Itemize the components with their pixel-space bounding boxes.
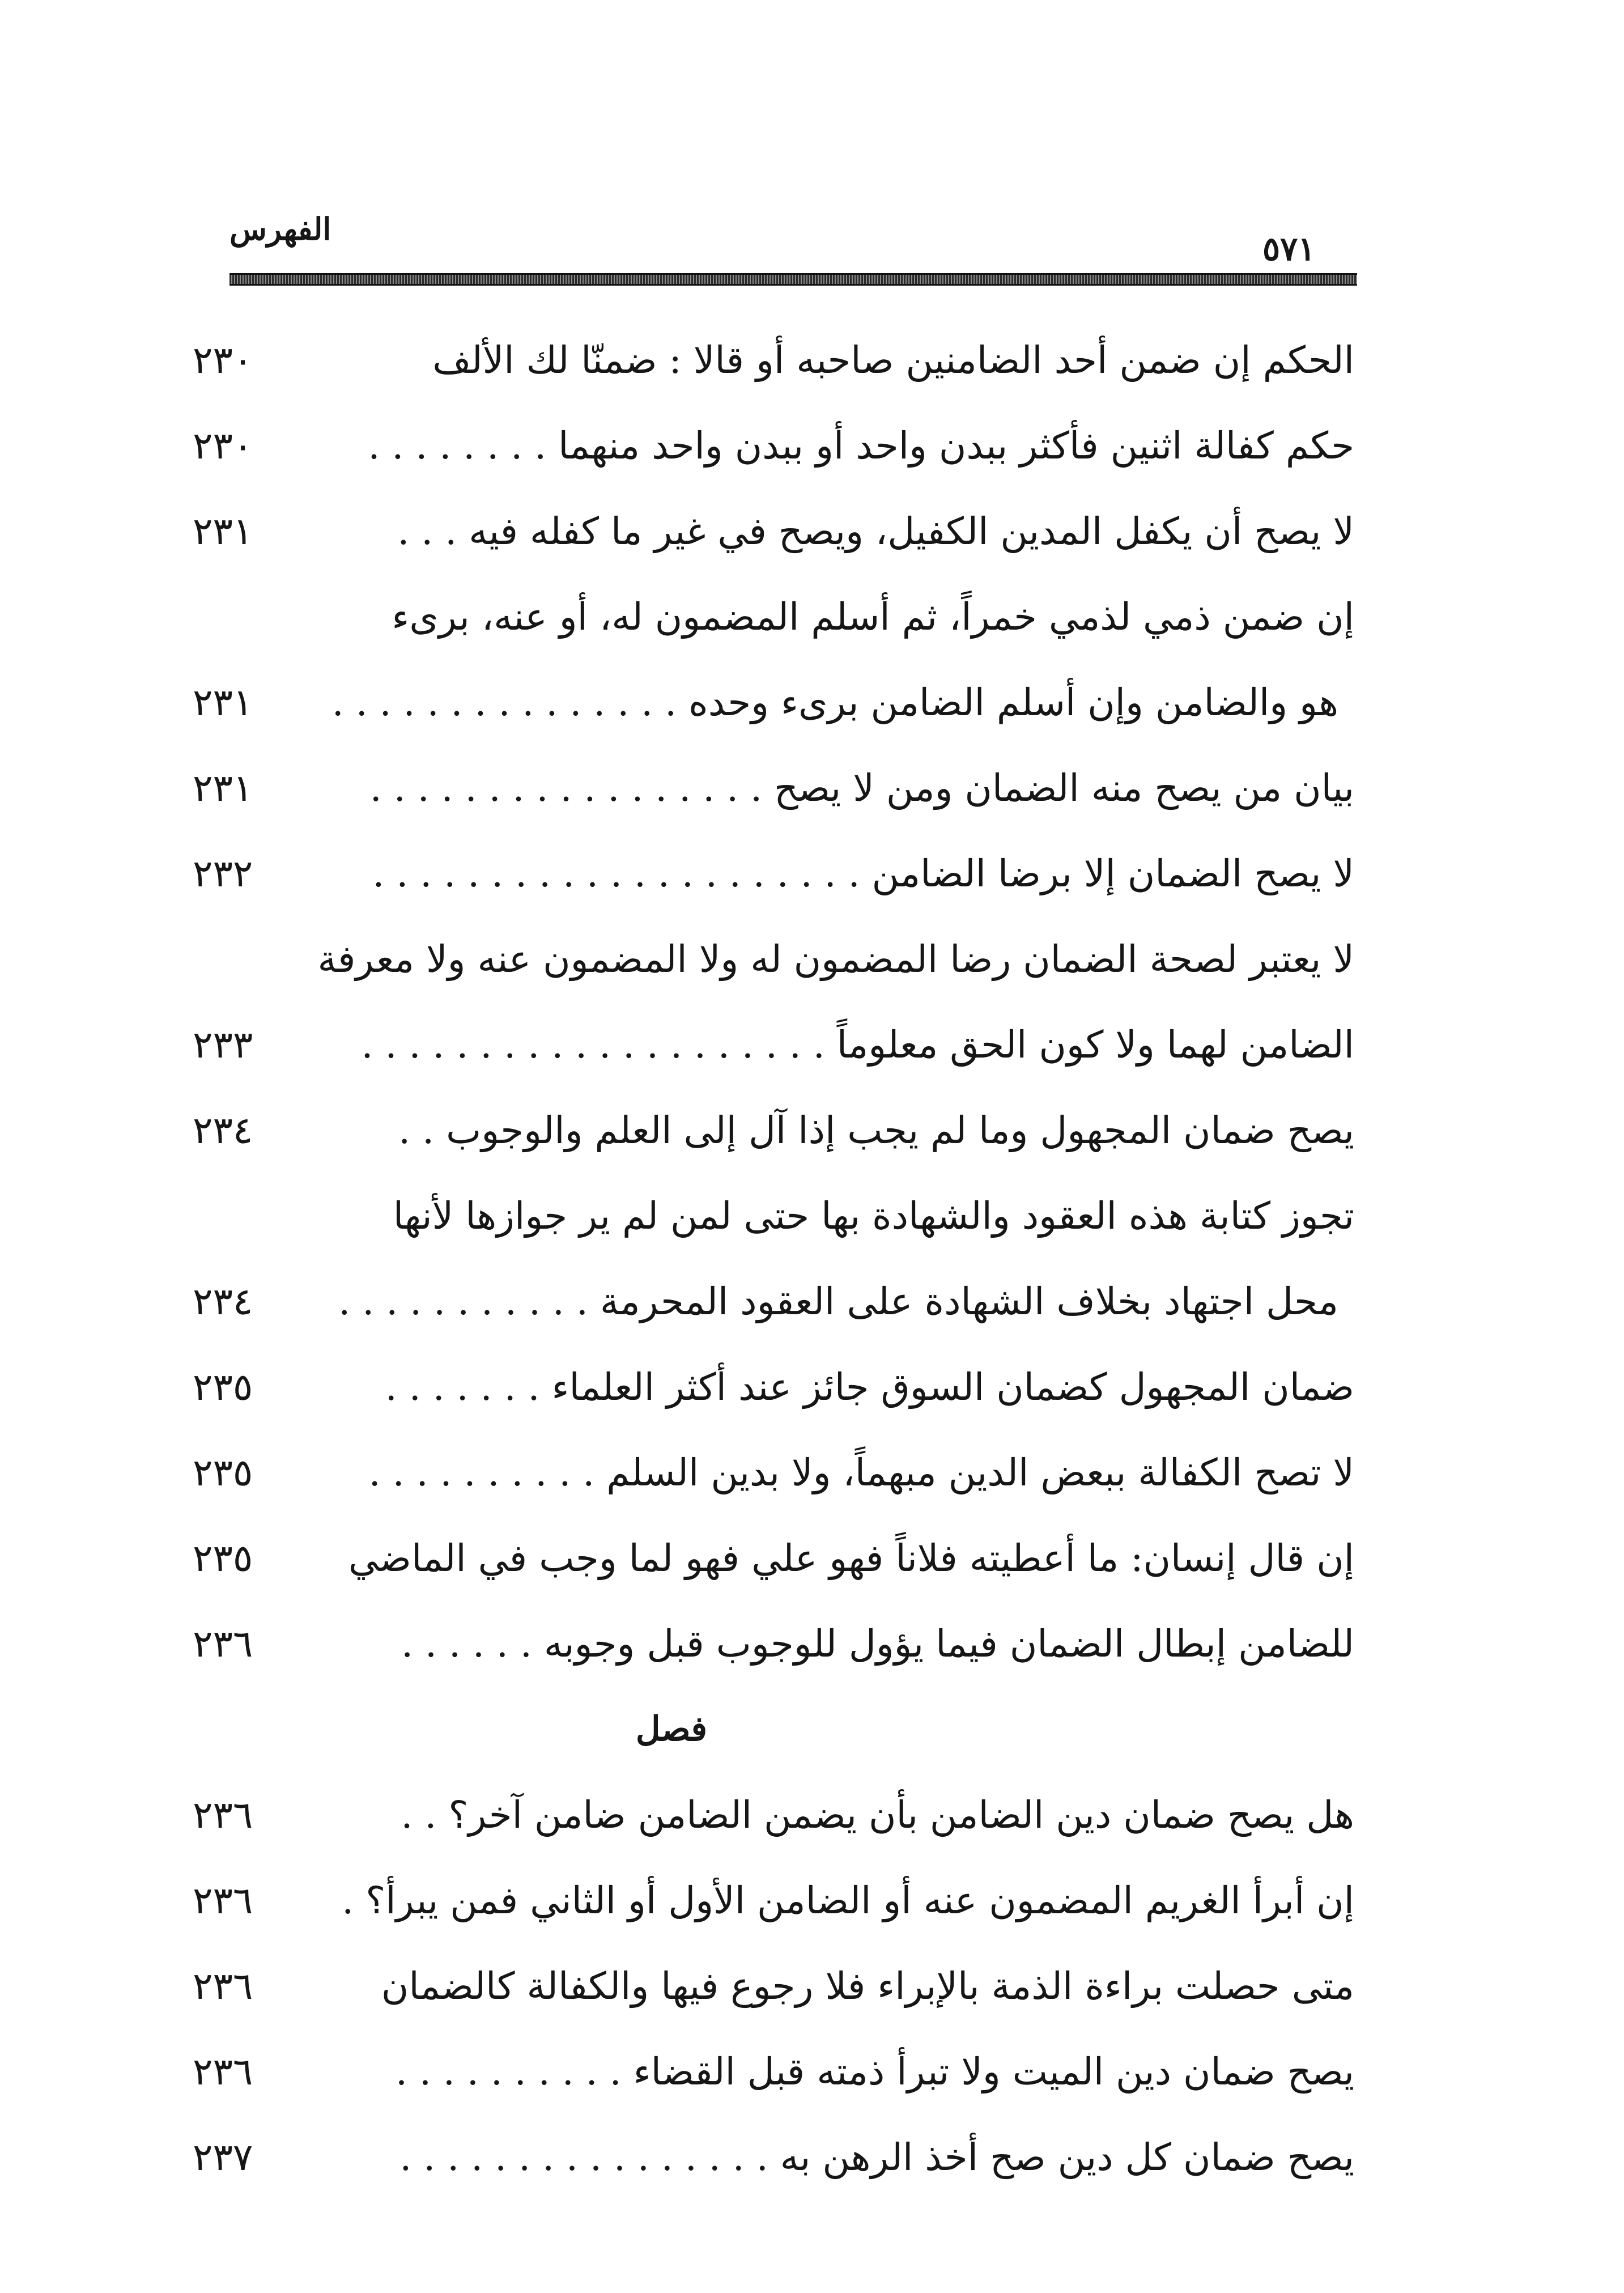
toc-entry: [193, 1601, 1354, 1687]
toc-entry: [193, 1772, 1354, 1858]
toc-entry-text: لا يصح الضمان إلا برضا الضامن . . . . . . . . . . . . . . . . . . . . .: [372, 852, 1354, 895]
toc-entry-page: ٢٣٥: [193, 1365, 253, 1409]
toc-entry-text: بيان من يصح منه الضمان ومن لا يصح . . . . . . . . . . . . . . . . .: [369, 766, 1354, 810]
toc-entry-page: ٢٣٥: [193, 1451, 253, 1494]
toc-entry-text: لا يصح أن يكفل المدين الكفيل، ويصح في غير ما كفله فيه . . .: [397, 509, 1354, 553]
toc-entry: [193, 2114, 1354, 2200]
toc-entry: [193, 916, 1354, 1002]
toc-entry-text: حكم كفالة اثنين فأكثر ببدن واحد أو ببدن واحد منهما . . . . . . . .: [368, 424, 1354, 468]
toc-entry: [193, 1858, 1354, 1943]
toc-entry-page: ٢٣٦: [193, 1964, 253, 2008]
toc-entry-page: ٢٣٠: [193, 338, 253, 382]
toc-entry-page: ٢٣١: [193, 681, 253, 724]
toc-entry: [193, 1430, 1354, 1515]
section-heading: فصل: [635, 1709, 708, 1749]
header-title: الفهرس: [229, 211, 331, 247]
toc-entry-page: ٢٣٦: [193, 1793, 253, 1837]
toc-entry-text: ضمان المجهول كضمان السوق جائز عند أكثر العلماء . . . . . . .: [385, 1365, 1354, 1409]
toc-entry-text: محل اجتهاد بخلاف الشهادة على العقود المحرمة . . . . . . . . . . .: [338, 1280, 1338, 1323]
toc-entry-page: ٢٣٤: [193, 1280, 253, 1323]
toc-entry-text: متى حصلت براءة الذمة بالإبراء فلا رجوع فيها والكفالة كالضمان: [381, 1964, 1354, 2008]
toc-entry: [193, 403, 1354, 489]
toc-entry-text: هل يصح ضمان دين الضامن بأن يضمن الضامن ضامن آخر؟ . .: [401, 1793, 1354, 1837]
toc-entry-page: ٢٣٦: [193, 1879, 253, 1922]
toc-entry: [193, 1002, 1354, 1088]
toc-entry-text: يصح ضمان دين الميت ولا تبرأ ذمته قبل القضاء . . . . . . . . . .: [396, 2050, 1354, 2094]
toc-entry: [193, 745, 1354, 831]
toc-entry-text: للضامن إبطال الضمان فيما يؤول للوجوب قبل وجوبه . . . . . .: [401, 1622, 1354, 1666]
toc-entry-page: ٢٣٧: [193, 2135, 253, 2179]
toc-entry-text: إن أبرأ الغريم المضمون عنه أو الضامن الأول أو الثاني فمن يبرأ؟ .: [342, 1879, 1354, 1922]
toc-entry-text: يصح ضمان المجهول وما لم يجب إذا آل إلى العلم والوجوب . .: [398, 1109, 1354, 1152]
toc-entry: [193, 831, 1354, 916]
toc-entry-text: لا يعتبر لصحة الضمان رضا المضمون له ولا المضمون عنه ولا معرفة: [317, 937, 1354, 981]
toc-entry: [193, 2029, 1354, 2114]
toc-entry: [193, 1088, 1354, 1173]
toc-entry-page: ٢٣٣: [193, 1023, 253, 1067]
toc-entry-text: تجوز كتابة هذه العقود والشهادة بها حتى لمن لم ير جوازها لأنها: [393, 1194, 1354, 1238]
toc-entry: [193, 1943, 1354, 2029]
toc-entry-text: هو والضامن وإن أسلم الضامن برىء وحده . . . . . . . . . . . . . . .: [331, 681, 1338, 724]
toc-entry-page: ٢٣١: [193, 766, 253, 810]
toc-entry: [193, 574, 1354, 660]
toc-entry-text: يصح ضمان كل دين صح أخذ الرهن به . . . . . . . . . . . . . . . .: [399, 2135, 1354, 2179]
toc-entry: [193, 489, 1354, 574]
toc-entry-text: الحكم إن ضمن أحد الضامنين صاحبه أو قالا : ضمنّا لك الألف: [432, 338, 1354, 382]
header-rule: [229, 273, 1357, 286]
toc-entry: [193, 1173, 1354, 1259]
table-of-contents: [193, 317, 1354, 2200]
toc-entry-page: ٢٣١: [193, 509, 253, 553]
toc-entry-page: ٢٣٦: [193, 1622, 253, 1666]
toc-entry: [193, 317, 1354, 403]
toc-entry-page: ٢٣٥: [193, 1536, 253, 1580]
toc-entry-text: إن ضمن ذمي لذمي خمراً، ثم أسلم المضمون له، أو عنه، برىء: [392, 595, 1354, 639]
toc-entry: [193, 1344, 1354, 1430]
toc-entry-page: ٢٣٠: [193, 424, 253, 468]
toc-entry: [193, 660, 1354, 745]
toc-entry-text: الضامن لهما ولا كون الحق معلوماً . . . . . . . . . . . . . . . . . . . .: [361, 1023, 1354, 1067]
toc-entry: [193, 1259, 1354, 1344]
toc-entry: [193, 1515, 1354, 1601]
toc-entry-text: إن قال إنسان: ما أعطيته فلاناً فهو علي فهو لما وجب في الماضي: [348, 1536, 1354, 1580]
page-number: ٥٧١: [1262, 230, 1316, 268]
toc-entry-page: ٢٣٢: [193, 852, 253, 895]
toc-entry-page: ٢٣٦: [193, 2050, 253, 2094]
toc-entry-page: ٢٣٤: [193, 1109, 253, 1152]
toc-entry-text: لا تصح الكفالة ببعض الدين مبهماً، ولا بدين السلم . . . . . . . . . .: [368, 1451, 1354, 1494]
